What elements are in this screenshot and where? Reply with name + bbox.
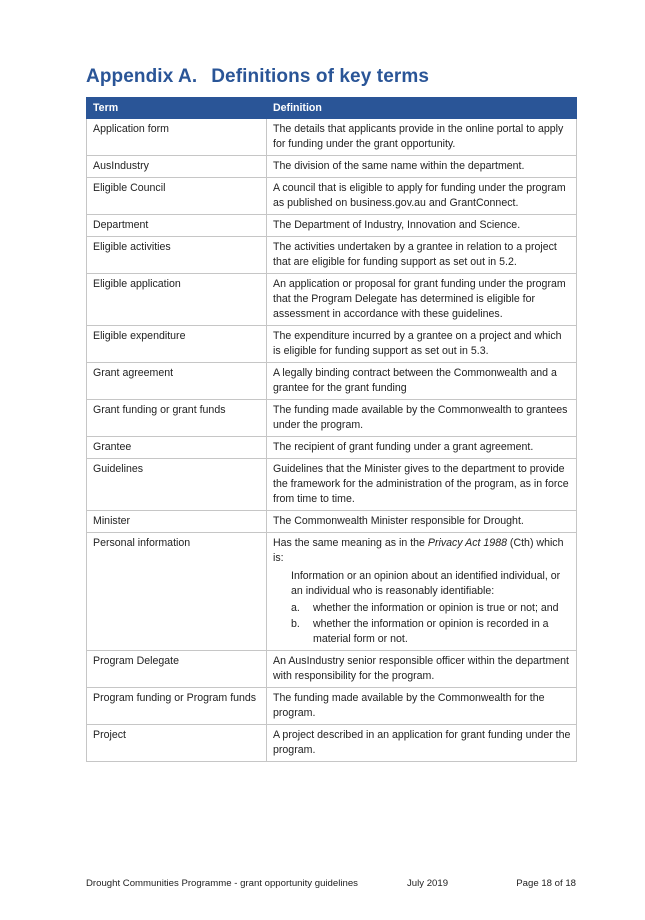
term-cell: Department: [87, 215, 267, 237]
sublist-item: [291, 617, 572, 647]
column-header-definition: Definition: [267, 98, 577, 119]
definition-cell: A council that is eligible to apply for funding under the program as published on business.gov.au and GrantConnect.: [267, 178, 577, 215]
term-cell: Application form: [87, 119, 267, 156]
footer-document-title: Drought Communities Programme - grant opportunity guidelines: [86, 878, 358, 889]
table-row: [87, 437, 577, 459]
table-row: [87, 688, 577, 725]
sublist-text: whether the information or opinion is recorded in a material form or not.: [313, 618, 549, 645]
term-cell: Grantee: [87, 437, 267, 459]
definition-cell: The expenditure incurred by a grantee on a project and which is eligible for funding support as set out in 5.3.: [267, 326, 577, 363]
definition-cell: The funding made available by the Commonwealth to grantees under the program.: [267, 400, 577, 437]
definition-cell: An AusIndustry senior responsible officer within the department with responsibility for the program.: [267, 651, 577, 688]
definition-cell: The Department of Industry, Innovation and Science.: [267, 215, 577, 237]
term-cell: Eligible Council: [87, 178, 267, 215]
term-cell: Personal information: [87, 533, 267, 651]
definition-cell: A legally binding contract between the Commonwealth and a grantee for the grant funding: [267, 363, 577, 400]
table-row: [87, 651, 577, 688]
footer-date: July 2019: [407, 878, 449, 889]
table-row: [87, 274, 577, 326]
appendix-title: Definitions of key terms: [211, 66, 430, 87]
term-cell: Guidelines: [87, 459, 267, 511]
table-row: [87, 215, 577, 237]
appendix-number: Appendix A.: [86, 66, 198, 87]
term-cell: Program funding or Program funds: [87, 688, 267, 725]
definition-cell: A project described in an application for grant funding under the program.: [267, 725, 577, 762]
privacy-act-quote: Information or an opinion about an identified individual, or an individual who is reasonably identifiable:: [291, 570, 561, 597]
sublist-item: [291, 601, 572, 616]
table-row: [87, 400, 577, 437]
sublist-marker: b.: [291, 618, 300, 630]
term-cell: Project: [87, 725, 267, 762]
definition-cell: The division of the same name within the department.: [267, 156, 577, 178]
term-cell: Eligible expenditure: [87, 326, 267, 363]
definition-cell: An application or proposal for grant funding under the program that the Program Delegate has determined is eligible for assessment in accordance with these guidelines.: [267, 274, 577, 326]
definition-cell: Guidelines that the Minister gives to the department to provide the framework for the administration of the program, as in force from time to time.: [267, 459, 577, 511]
privacy-act-intro: [273, 536, 572, 566]
term-cell: Program Delegate: [87, 651, 267, 688]
definition-cell: The details that applicants provide in the online portal to apply for funding under the grant opportunity.: [267, 119, 577, 156]
privacy-act-name: Privacy Act 1988: [427, 537, 507, 549]
definition-cell: The activities undertaken by a grantee in relation to a project that are eligible for funding support as set out in 5.2.: [267, 237, 577, 274]
sublist-text: whether the information or opinion is true or not; and: [313, 602, 559, 614]
table-row: [87, 725, 577, 762]
definition-cell: The funding made available by the Commonwealth for the program.: [267, 688, 577, 725]
column-header-term: Term: [87, 98, 267, 119]
definition-cell: [267, 533, 577, 651]
term-cell: Grant funding or grant funds: [87, 400, 267, 437]
definition-cell: The Commonwealth Minister responsible for Drought.: [267, 511, 577, 533]
table-row: [87, 119, 577, 156]
table-row: [87, 459, 577, 511]
term-cell: Grant agreement: [87, 363, 267, 400]
definitions-table: [86, 97, 577, 762]
page-heading: [86, 66, 429, 88]
term-cell: Eligible activities: [87, 237, 267, 274]
table-row: [87, 363, 577, 400]
term-cell: Minister: [87, 511, 267, 533]
intro-text: Has the same meaning as in the: [273, 537, 428, 549]
table-row: [87, 178, 577, 215]
table-row: [87, 237, 577, 274]
definition-sublist: [291, 601, 572, 647]
table-header-row: [87, 98, 577, 119]
footer-page-number: Page 18 of 18: [516, 878, 576, 889]
table-row: [87, 156, 577, 178]
term-cell: AusIndustry: [87, 156, 267, 178]
table-row: [87, 511, 577, 533]
table-row: [87, 326, 577, 363]
sublist-marker: a.: [291, 602, 300, 614]
intro-text-end: (Cth) which is:: [273, 537, 564, 564]
table-row-personal-information: [87, 533, 577, 651]
definition-cell: The recipient of grant funding under a grant agreement.: [267, 437, 577, 459]
term-cell: Eligible application: [87, 274, 267, 326]
